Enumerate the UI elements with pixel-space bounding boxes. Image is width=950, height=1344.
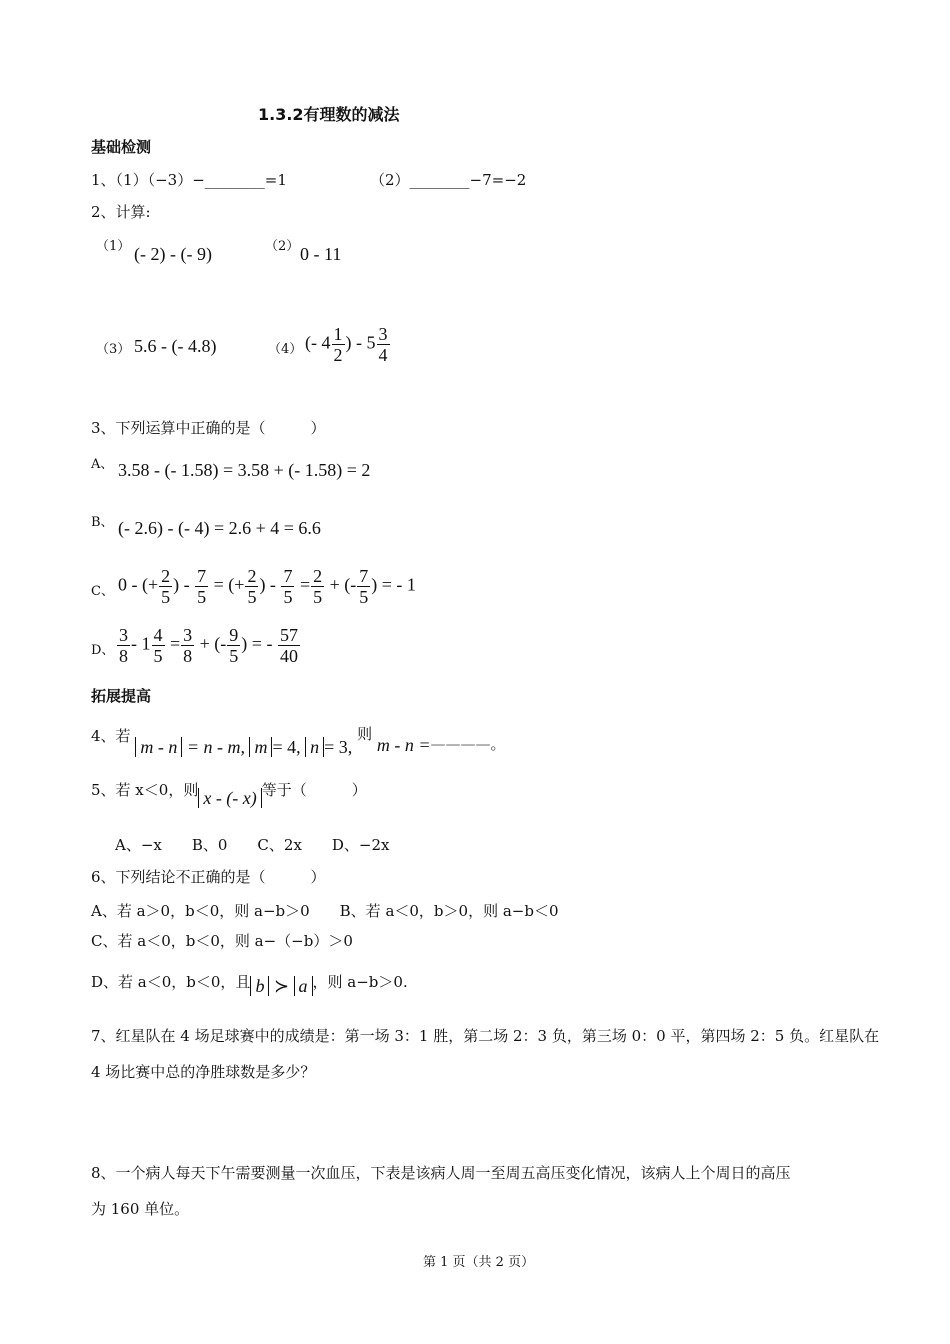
q3-d-expr: $\frac{3}{8}$ - 1 $\frac{4}{5}$ = $\frac{3}{8}$ + (- $\frac{9}{5}$ ) = - $\frac{57}{40}$ (119, 625, 298, 666)
q3-label: 3、下列运算中正确的是（ ） (91, 419, 326, 437)
q4-abs2: m (249, 737, 272, 757)
q5-line: 5、若 x＜0，则 x - (- x) 等于（ ） (91, 781, 367, 808)
q7-line2: 4 场比赛中总的净胜球数是多少？ (91, 1063, 316, 1081)
q6-d: D、若 a＜0，b＜0，且 b ≻ a ，则 a−b＞0. (91, 973, 408, 996)
q8-line1: 8、一个病人每天下午需要测量一次血压，下表是该病人周一至周五高压变化情况，该病人上个周日的高压 (91, 1164, 791, 1182)
q2-p4-expr (305, 324, 391, 365)
q4-pre: 4、若 (91, 727, 131, 745)
q2-p1-label: （1） (96, 239, 131, 254)
q4-abs3: n (305, 737, 324, 757)
q4-blank: ———— (430, 735, 491, 753)
page-title: 1.3.2有理数的减法 (258, 105, 400, 124)
q3-a-expr: 3.58 - (- 1.58) = 3.58 + (- 1.58) = 2 (118, 460, 371, 480)
q8-line2: 为 160 单位。 (91, 1200, 190, 1218)
q4-expr: m - n = (376, 735, 431, 755)
q3-b-expr: (- 2.6) - (- 4) = 2.6 + 4 = 6.6 (118, 518, 321, 538)
q2-p4-frac1: $\frac{1}{2}$ (333, 324, 343, 365)
q2-p2-label: （2） (265, 239, 300, 254)
q2-p4-pre: (- 4 (305, 332, 331, 353)
q6-label: 6、下列结论不正确的是（ ） (91, 868, 326, 886)
q3-c-expr: 0 - (+ $\frac{2}{5}$ ) - $\frac{7}{5}$ = (+ $\frac{2}{5}$ ) - $\frac{7}{5}$ = $\frac{2}{5}$ + (- $\frac{7}{5}$ ) = - 1 (118, 566, 416, 607)
section-heading-extend: 拓展提高 (91, 687, 152, 705)
q7-line1: 7、红星队在 4 场足球赛中的成绩是：第一场 3：1 胜，第二场 2：3 负，第三场 0：0 平，第四场 2：5 负。红星队在 (91, 1027, 880, 1045)
q6-ab: A、若 a＞0，b＜0，则 a−b＞0 B、若 a＜0，b＞0，则 a−b＜0 (91, 902, 559, 920)
q2-p1-expr: (- 2) - (- 9) (134, 244, 212, 264)
q3-c-label: C、 (91, 584, 114, 599)
q3-d-label: D、 (91, 643, 115, 658)
q1-part1: 1、（1）（−3）−________=1 (91, 171, 287, 189)
section-heading-basic: 基础检测 (91, 138, 152, 156)
page-footer: 第 1 页（共 2 页） (423, 1255, 535, 1270)
q5-abs-expr: x - (- x) (198, 788, 261, 808)
q2-p4-mid: ) - 5 (345, 332, 376, 353)
q6-abs-a: a (294, 976, 313, 996)
q2-p4-label: （4） (268, 342, 303, 357)
q2-p3-expr: 5.6 - (- 4.8) (134, 336, 217, 356)
q6-abs-b: b (250, 976, 269, 996)
q1-part2: （2）________−7=−2 (370, 171, 527, 189)
q5-options: A、−x B、0 C、2x D、−2x (115, 836, 390, 854)
q2-p4-frac2: $\frac{3}{4}$ (378, 324, 388, 365)
q2-label: 2、计算: (91, 203, 151, 221)
q2-p3-label: （3） (96, 342, 131, 357)
q3-a-label: A、 (91, 457, 114, 472)
q4-line: 4、若 m - n = n - m, m = 4, n = 3, 则 m - n =————。 (91, 725, 506, 757)
q4-abs1: m - n (135, 737, 182, 757)
q3-b-label: B、 (91, 515, 114, 530)
q2-p2-expr: 0 - 11 (300, 244, 342, 264)
q6-c: C、若 a＜0，b＜0，则 a−（−b）＞0 (91, 932, 353, 950)
